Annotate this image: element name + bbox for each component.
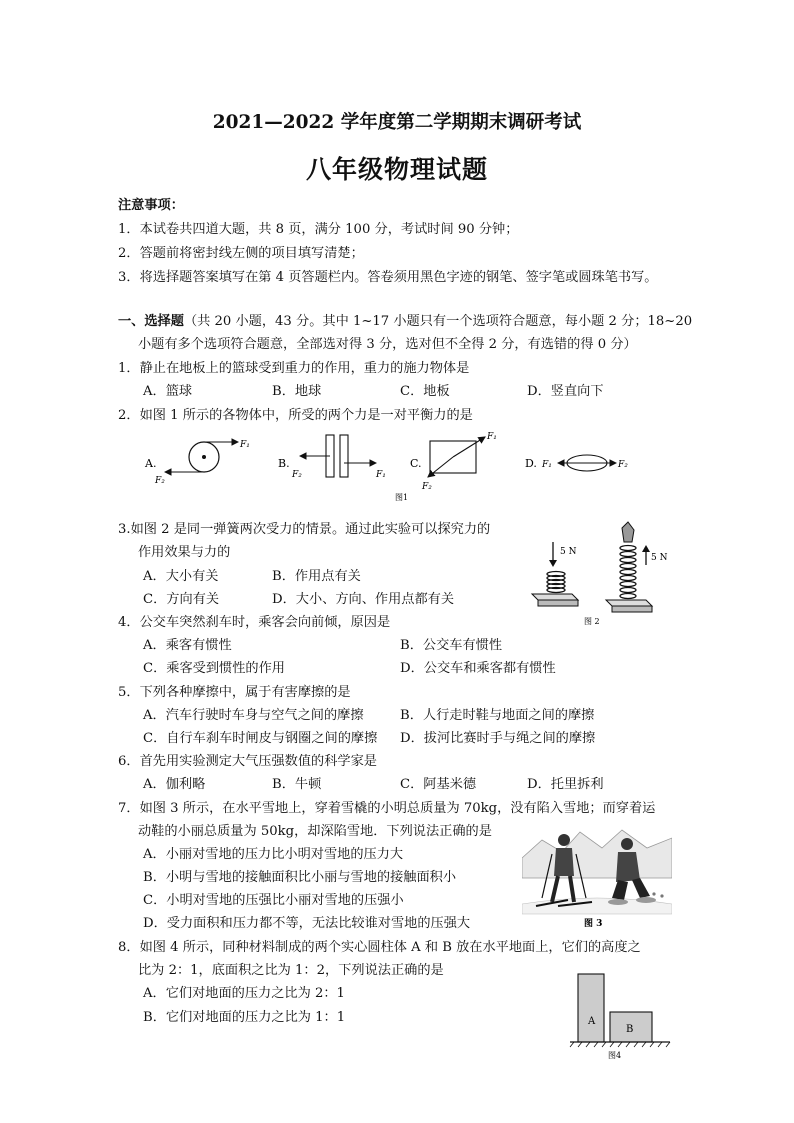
q8-stem: 8．如图 4 所示，同种材料制成的两个实心圆柱体 A 和 B 放在水平地面上，它们的高度之 <box>118 940 641 955</box>
fig1-c-f2: F₂ <box>422 482 432 492</box>
q4-option-c: C．乘客受到惯性的作用 <box>143 661 285 676</box>
section-heading-line2: 小题有多个选项符合题意，全部选对得 3 分，选对但不全得 2 分，有选错的得 0 分） <box>138 337 637 352</box>
q6-option-c: C．阿基米德 <box>400 777 477 792</box>
fig1-label-a: A. <box>145 457 157 470</box>
fig4-label-a: A <box>588 1016 596 1027</box>
q1-option-c: C．地板 <box>400 384 450 399</box>
exam-title: 2021—2022 学年度第二学期期末调研考试 <box>212 112 582 133</box>
figure-1 <box>140 425 630 505</box>
compressed-spring <box>547 572 565 593</box>
hand-icon <box>622 522 634 542</box>
fig1-b-f1: F₁ <box>376 470 386 480</box>
q3-option-c: C．方向有关 <box>143 592 220 607</box>
q7-option-d: D．受力面积和压力都不等，无法比较谁对雪地的压强大 <box>143 916 471 931</box>
q5-stem: 5．下列各种摩擦中，属于有害摩擦的是 <box>118 685 351 700</box>
base-plate-right-side <box>612 606 652 612</box>
q1-option-d: D．竖直向下 <box>527 384 604 399</box>
fig1-b-f2: F₂ <box>292 470 302 480</box>
fig1-c-f1: F₁ <box>487 432 497 442</box>
block-right <box>340 435 348 477</box>
fig2-down-label: 5 N <box>560 547 577 557</box>
q6-option-d: D．托里拆利 <box>527 777 604 792</box>
q5-option-a: A．汽车行驶时车身与空气之间的摩擦 <box>143 708 364 723</box>
section-heading-bold: 一、选择题 <box>118 314 184 329</box>
q1-option-b: B．地球 <box>272 384 322 399</box>
q4-stem: 4．公交车突然刹车时，乘客会向前倾，原因是 <box>118 615 391 630</box>
q3-option-b: B．作用点有关 <box>272 569 361 584</box>
q5-option-d: D．拔河比赛时手与绳之间的摩擦 <box>400 731 596 746</box>
q8-option-b: B．它们对地面的压力之比为 1：1 <box>143 1010 346 1025</box>
figure-3 <box>522 818 672 930</box>
arrow-head <box>642 545 650 552</box>
note-item: 2．答题前将密封线左侧的项目填写清楚； <box>118 246 364 261</box>
q6-option-b: B．牛顿 <box>272 777 322 792</box>
q3-stem-line2: 作用效果与力的 <box>138 545 231 560</box>
q2-stem: 2．如图 1 所示的各物体中，所受的两个力是一对平衡力的是 <box>118 408 473 423</box>
figure-4-caption: 图4 <box>608 1051 622 1060</box>
stretched-spring <box>620 546 636 599</box>
fig1-d-f2: F₂ <box>618 460 628 470</box>
figure-2 <box>528 520 668 630</box>
q8-option-a: A．它们对地面的压力之比为 2：1 <box>143 986 345 1001</box>
q6-stem: 6．首先用实验测定大气压强数值的科学家是 <box>118 754 377 769</box>
q7-option-c: C．小明对雪地的压强比小丽对雪地的压强小 <box>143 893 404 908</box>
q7-stem-line2: 动鞋的小丽总质量为 50kg，却深陷雪地．下列说法正确的是 <box>138 824 492 839</box>
fig2-up-label: 5 N <box>651 553 668 563</box>
base-plate-left-side <box>538 600 578 606</box>
base-plate-right <box>606 600 652 606</box>
note-item: 1．本试卷共四道大题，共 8 页，满分 100 分，考试时间 90 分钟； <box>118 222 519 237</box>
q3-stem: 3.如图 2 是同一弹簧两次受力的情景。通过此实验可以探究力的 <box>118 522 491 537</box>
q6-option-a: A．伽利略 <box>143 777 206 792</box>
q3-option-a: A．大小有关 <box>143 569 219 584</box>
notes-heading: 注意事项： <box>118 198 184 213</box>
q5-option-c: C．自行车刹车时闸皮与钢圈之间的摩擦 <box>143 731 378 746</box>
q7-option-b: B．小明与雪地的接触面积比小丽与雪地的接触面积小 <box>143 870 457 885</box>
mountains <box>522 830 672 878</box>
figure-1-option-c <box>410 432 497 492</box>
fig1-label-b: B. <box>278 457 290 470</box>
fig1-d-f1: F₁ <box>542 460 552 470</box>
q4-option-d: D．公交车和乘客都有惯性 <box>400 661 556 676</box>
figure-3-caption: 图 3 <box>584 919 603 929</box>
figure-1-option-b <box>278 435 386 480</box>
exam-subtitle: 八年级物理试题 <box>305 155 488 184</box>
q3-option-d: D．大小、方向、作用点都有关 <box>272 592 455 607</box>
section-heading <box>118 310 692 329</box>
figure-1-option-a <box>144 440 250 486</box>
q5-option-b: B．人行走时鞋与地面之间的摩擦 <box>400 708 595 723</box>
fig4-label-b: B <box>626 1024 634 1035</box>
cylinder-a <box>578 974 604 1042</box>
q1-stem: 1．静止在地板上的篮球受到重力的作用，重力的施力物体是 <box>118 361 470 376</box>
figure-4 <box>566 968 676 1060</box>
q7-stem: 7．如图 3 所示，在水平雪地上，穿着雪橇的小明总质量为 70kg，没有陷入雪地；而穿着运 <box>118 801 656 816</box>
q4-option-b: B．公交车有惯性 <box>400 638 503 653</box>
q7-option-a: A．小丽对雪地的压力比小明对雪地的压力大 <box>143 847 404 862</box>
figure-1-caption: 图1 <box>395 493 409 502</box>
force-arrow <box>453 437 485 457</box>
q8-stem-line2: 比为 2：1，底面积之比为 1：2，下列说法正确的是 <box>138 963 444 978</box>
base-plate-left <box>532 594 578 600</box>
fig1-a-f1: F₁ <box>240 440 250 450</box>
note-item: 3．将选择题答案填写在第 4 页答题栏内。答卷须用黑色字迹的钢笔、签字笔或圆珠笔书写。 <box>118 270 658 285</box>
ground-hatching <box>570 1042 670 1047</box>
q1-option-a: A．篮球 <box>143 384 193 399</box>
fig1-label-c: C. <box>410 457 422 470</box>
wheel-center <box>202 455 206 459</box>
figure-1-option-d <box>525 455 628 471</box>
force-arrow <box>428 457 453 477</box>
arrow-head <box>549 560 557 567</box>
fig1-a-f2: F₂ <box>155 476 165 486</box>
figure-2-caption: 图 2 <box>584 617 600 626</box>
q4-option-a: A．乘客有惯性 <box>143 638 232 653</box>
section-heading-rest: （共 20 小题，43 分。其中 1~17 小题只有一个选项符合题意，每小题 2 分；18~20 <box>183 314 693 329</box>
fig1-label-d: D. <box>525 457 537 470</box>
